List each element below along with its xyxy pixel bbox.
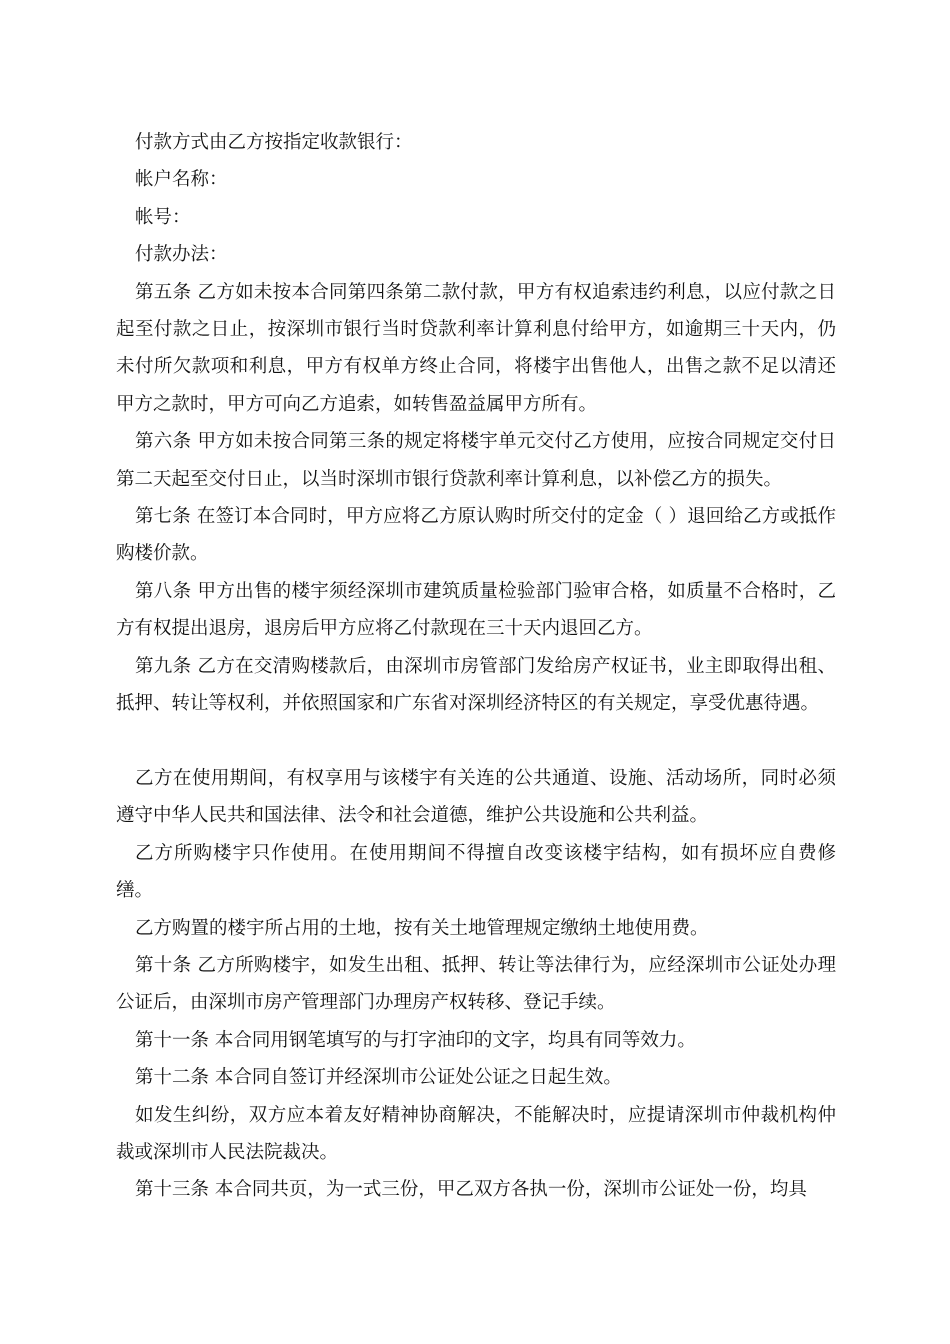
account-number-line: 帐号：	[135, 206, 191, 228]
land-fee-paragraph: 乙方购置的楼宇所占用的土地，按有关土地管理规定缴纳土地使用费。	[135, 917, 709, 939]
payment-terms-line: 付款办法：	[135, 244, 228, 266]
article-8: 第八条 甲方出售的楼宇须经深圳市建筑质量检验部门验审合格，如质量不合格时，乙方有权提出退房，退房后甲方应将乙付款现在三十天内退回乙方。	[116, 580, 836, 640]
article-12: 第十二条 本合同自签订并经深圳市公证处公证之日起生效。	[135, 1067, 622, 1089]
paragraph-gap	[116, 723, 836, 760]
usage-restriction-paragraph: 乙方所购楼宇只作使用。在使用期间不得擅自改变该楼宇结构，如有损坏应自费修缮。	[116, 842, 836, 902]
article-10: 第十条 乙方所购楼宇，如发生出租、抵押、转让等法律行为，应经深圳市公证处办理公证后，由深圳市房产管理部门办理房产权转移、登记手续。	[116, 954, 836, 1014]
contract-body	[116, 124, 836, 1209]
article-5: 第五条 乙方如未按本合同第四条第二款付款，甲方有权追索违约利息，以应付款之日起至付款之日止，按深圳市银行当时贷款利率计算利息付给甲方，如逾期三十天内，仍未付所欠款项和利息，甲方有权单方终止合同，将楼宇出售他人，出售之款不足以清还甲方之款时，甲方可向乙方追索，如转售盈益属甲方所有。	[116, 281, 836, 415]
usage-rights-paragraph: 乙方在使用期间，有权享用与该楼宇有关连的公共通道、设施、活动场所，同时必须遵守中华人民共和国法律、法令和社会道德，维护公共设施和公共利益。	[116, 767, 836, 827]
article-9: 第九条 乙方在交清购楼款后，由深圳市房管部门发给房产权证书，业主即取得出租、抵押、转让等权利，并依照国家和广东省对深圳经济特区的有关规定，享受优惠待遇。	[116, 655, 836, 715]
article-13: 第十三条 本合同共页，为一式三份，甲乙双方各执一份，深圳市公证处一份，均具	[135, 1179, 807, 1201]
article-11: 第十一条 本合同用钢笔填写的与打字油印的文字，均具有同等效力。	[135, 1029, 696, 1051]
account-name-line: 帐户名称：	[135, 169, 228, 191]
article-6: 第六条 甲方如未按合同第三条的规定将楼宇单元交付乙方使用，应按合同规定交付日第二天起至交付日止，以当时深圳市银行贷款利率计算利息，以补偿乙方的损失。	[116, 431, 836, 490]
dispute-resolution-paragraph: 如发生纠纷，双方应本着友好精神协商解决，不能解决时，应提请深圳市仲裁机构仲裁或深圳市人民法院裁决。	[116, 1104, 836, 1163]
payment-method-line: 付款方式由乙方按指定收款银行：	[135, 132, 413, 153]
article-7: 第七条 在签订本合同时，甲方应将乙方原认购时所交付的定金（ ）退回给乙方或抵作购楼价款。	[116, 506, 836, 565]
